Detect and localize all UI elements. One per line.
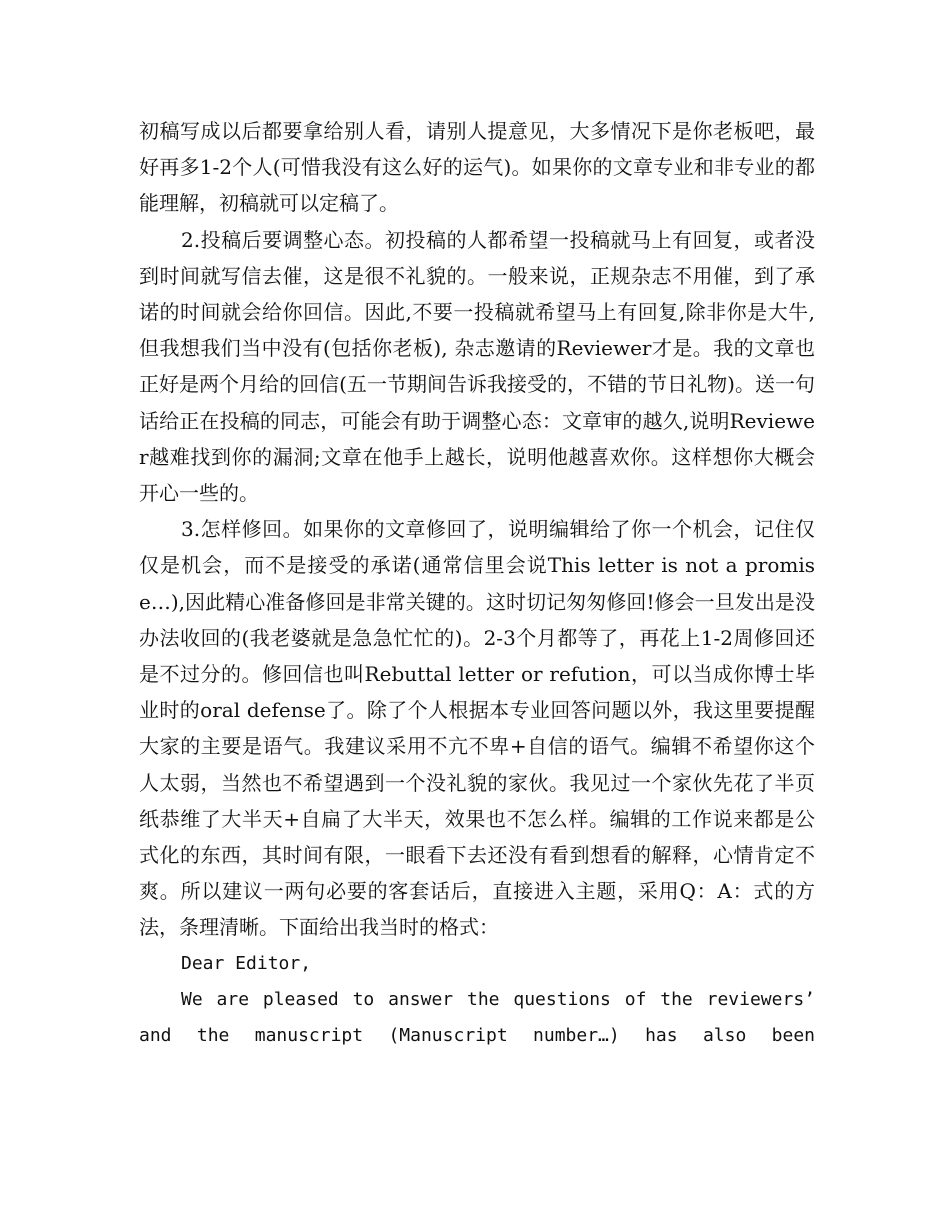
paragraph-submission-mindset: 2.投稿后要调整心态。初投稿的人都希望一投稿就马上有回复，或者没到时间就写信去催，这是很不礼貌的。一般来说，正规杂志不用催，到了承诺的时间就会给你回信。因此,不要一投稿就希望马上有回复,除非你是大牛,但我想我们当中没有(包括你老板), 杂志邀请的Reviewer才是。我的文章也正好是两个月给的回信(五一节期间告诉我接受的，不错的节日礼物)。送一句话给正在投稿的同志，可能会有助于调整心态：文章审的越久,说明Reviewer越难找到你的漏洞;文章在他手上越长，说明他越喜欢你。这样想你大概会开心一些的。 [139, 227, 815, 506]
document-body [139, 113, 815, 1054]
letter-salutation: Dear Editor, [181, 952, 312, 974]
paragraph-draft-review: 初稿写成以后都要拿给别人看，请别人提意见，大多情况下是你老板吧，最好再多1-2个人(可惜我没有这么好的运气)。如果你的文章专业和非专业的都能理解，初稿就可以定稿了。 [139, 119, 815, 216]
letter-body: We are pleased to answer the questions of the reviewers’ and the manuscript (Manuscript number…) has also been [139, 988, 815, 1047]
paragraph-revision-advice: 3.怎样修回。如果你的文章修回了，说明编辑给了你一个机会，记住仅仅是机会，而不是接受的承诺(通常信里会说This letter is not a promise…),因此精心准备修回是非常关键的。这时切记匆匆修回!修会一旦发出是没办法收回的(我老婆就是急急忙忙的)。2-3个月都等了，再花上1-2周修回还是不过分的。修回信也叫Rebuttal letter or refution，可以当成你博士毕业时的oral defense了。除了个人根据本专业回答问题以外，我这里要提醒大家的主要是语气。我建议采用不亢不卑+自信的语气。编辑不希望你这个人太弱，当然也不希望遇到一个没礼貌的家伙。我见过一个家伙先花了半页纸恭维了大半天+自扁了大半天，效果也不怎么样。编辑的工作说来都是公式化的东西，其时间有限，一眼看下去还没有看到想看的解释，心情肯定不爽。所以建议一两句必要的客套话后，直接进入主题，采用Q：A：式的方法，条理清晰。下面给出我当时的格式： [139, 517, 815, 940]
